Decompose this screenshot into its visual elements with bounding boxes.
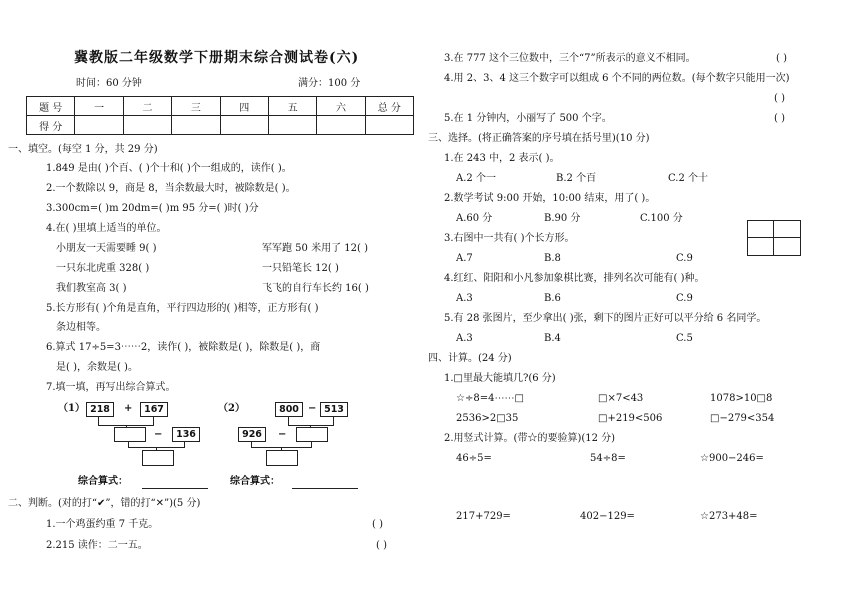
sec3-question-1: 1.在 243 中，2 表示( )。: [444, 153, 560, 164]
fill-in-item: □+219<506: [598, 413, 663, 424]
sec3-question-4: 4.红红、阳阳和小凡参加象棋比赛，排列名次可能有( )种。: [444, 273, 705, 284]
connector-line: [333, 417, 334, 425]
score-input-cell[interactable]: [317, 116, 365, 135]
option-a[interactable]: A.3: [456, 293, 473, 304]
q7-part1-number-b: 167: [140, 402, 168, 417]
q7-part2-number-b: 513: [320, 402, 348, 417]
score-table-cell: 得 分: [27, 116, 75, 135]
score-table-cell: 总 分: [365, 97, 413, 116]
q7-part1-number-c: 136: [172, 427, 200, 442]
score-table-cell: 题 号: [27, 97, 75, 116]
fill-in-item: □−279<354: [710, 413, 775, 424]
section-2-title: 二、判断。(对的打“✔”，错的打“✕”)(5 分): [8, 498, 201, 509]
answer-line[interactable]: [292, 488, 358, 489]
exam-time: 时间：60 分钟: [76, 78, 142, 89]
vertical-calc-item: 217+729=: [456, 511, 511, 522]
option-b[interactable]: B.4: [544, 333, 561, 344]
rectangle-figure: [747, 220, 801, 256]
vertical-calc-item: 46÷5=: [456, 453, 492, 464]
sec1-question-6-cont: 是( )，余数是( )。: [56, 362, 138, 373]
answer-box[interactable]: [142, 450, 174, 466]
figure-vertical-line: [773, 220, 774, 255]
minus-sign: −: [308, 403, 317, 414]
q7-part2-number-c: 926: [238, 427, 266, 442]
score-table-cell: 六: [317, 97, 365, 116]
sec4-question-2: 2.用竖式计算。(带☆的要验算)(12 分): [444, 433, 616, 444]
sec1-question-2: 2.一个数除以 9，商是 8，当余数最大时，被除数是( )。: [46, 183, 296, 194]
option-b[interactable]: B.90 分: [544, 213, 581, 224]
score-table: [26, 96, 414, 135]
minus-sign: −: [154, 429, 163, 440]
answer-box[interactable]: [266, 450, 298, 466]
combined-formula-label-1: 综合算式：: [78, 476, 128, 487]
sec1-question-5-cont: 条边相等。: [56, 322, 106, 333]
combined-formula-label-2: 综合算式：: [230, 476, 280, 487]
option-c[interactable]: C.9: [676, 293, 693, 304]
option-a[interactable]: A.7: [456, 253, 473, 264]
sec2-question-1: 1.一个鸡蛋约重 7 千克。: [46, 519, 159, 530]
answer-paren[interactable]: ( ): [774, 93, 785, 104]
q7-part2-label: （2）: [218, 403, 245, 414]
option-c[interactable]: C.5: [676, 333, 693, 344]
sec1-q4-item: 一只东北虎重 328( ): [56, 263, 150, 274]
option-c[interactable]: C.9: [676, 253, 693, 264]
score-input-cell[interactable]: [75, 116, 123, 135]
score-table-cell: 四: [220, 97, 268, 116]
score-table-cell: 五: [268, 97, 316, 116]
answer-line[interactable]: [142, 488, 208, 489]
vertical-calc-item: 402−129=: [580, 511, 635, 522]
option-c[interactable]: C.100 分: [640, 213, 683, 224]
option-b[interactable]: B.6: [544, 293, 561, 304]
minus-sign: −: [278, 429, 287, 440]
sec3-question-3: 3.右图中一共有( )个长方形。: [444, 233, 575, 244]
connector-line: [153, 417, 154, 425]
option-b[interactable]: B.8: [544, 253, 561, 264]
vertical-calc-item: 54÷8=: [590, 453, 626, 464]
connector-line: [288, 425, 334, 426]
sec3-question-5: 5.有 28 张图片，至少拿出( )张，剩下的图片正好可以平分给 6 名同学。: [444, 313, 767, 324]
exam-full-score: 满分：100 分: [298, 78, 361, 89]
section-1-title: 一、填空。(每空 1 分，共 29 分): [8, 144, 158, 155]
fill-in-item: ☆÷8=4⋯⋯□: [456, 393, 524, 404]
score-input-cell[interactable]: [365, 116, 413, 135]
section-4-title: 四、计算。(24 分): [428, 353, 512, 364]
sec1-q4-item: 飞飞的自行车长约 16( ): [262, 283, 369, 294]
sec2-question-5: 5.在 1 分钟内，小丽写了 500 个字。: [444, 113, 612, 124]
option-a[interactable]: A.60 分: [456, 213, 493, 224]
score-table-cell: 三: [172, 97, 220, 116]
answer-paren[interactable]: ( ): [376, 540, 387, 551]
score-input-cell[interactable]: [123, 116, 171, 135]
sec1-question-3: 3.300cm=( )m 20dm=( )m 95 分=( )时( )分: [46, 203, 259, 214]
score-table-cell: 二: [123, 97, 171, 116]
section-3-title: 三、选择。(将正确答案的序号填在括号里)(10 分): [428, 133, 650, 144]
score-table-cell: 一: [75, 97, 123, 116]
fill-in-item: 1078>10□8: [710, 393, 773, 404]
sec1-question-1: 1.849 是由( )个百、( )个十和( )个一组成的，读作( )。: [46, 163, 292, 174]
option-b[interactable]: B.2 个百: [556, 173, 597, 184]
connector-line: [288, 417, 289, 425]
q7-part2-number-a: 800: [275, 402, 303, 417]
score-input-cell[interactable]: [172, 116, 220, 135]
sec2-question-4: 4.用 2、3、4 这三个数字可以组成 6 个不同的两位数。(每个数字只能用一次): [444, 73, 790, 84]
figure-horizontal-line: [747, 237, 801, 238]
vertical-calc-item: ☆900−246=: [700, 453, 764, 464]
sec1-q4-item: 小朋友一天需要睡 9( ): [56, 243, 157, 254]
page-title: 冀教版二年级数学下册期末综合测试卷(六): [74, 50, 360, 66]
option-a[interactable]: A.2 个一: [456, 173, 496, 184]
q7-part1-number-a: 218: [86, 402, 114, 417]
option-c[interactable]: C.2 个十: [668, 173, 709, 184]
vertical-calc-item: ☆273+48=: [700, 511, 758, 522]
sec2-question-2: 2.215 读作：二一五。: [46, 540, 148, 551]
fill-in-item: □×7<43: [598, 393, 644, 404]
answer-paren[interactable]: ( ): [776, 53, 787, 64]
answer-box[interactable]: [114, 427, 146, 442]
sec1-question-7: 7.填一填，再写出综合算式。: [46, 382, 176, 393]
score-input-cell[interactable]: [220, 116, 268, 135]
score-table-score-row: [27, 116, 414, 135]
score-table-header-row: [27, 97, 414, 116]
score-input-cell[interactable]: [268, 116, 316, 135]
q7-part1-label: （1）: [58, 403, 85, 414]
sec1-question-6: 6.算式 17÷5=3⋯⋯2，读作( )，被除数是( )，除数是( )，商: [46, 342, 321, 353]
answer-box[interactable]: [296, 427, 328, 442]
answer-paren[interactable]: ( ): [372, 519, 383, 530]
sec4-question-1: 1.□里最大能填几?(6 分): [444, 373, 556, 384]
sec1-question-4: 4.在( )里填上适当的单位。: [46, 223, 167, 234]
sec2-question-3: 3.在 777 这个三位数中，三个“7”所表示的意义不相同。: [444, 53, 696, 64]
sec1-q4-item: 我们教室高 3( ): [56, 283, 127, 294]
sec1-q4-item: 军军跑 50 米用了 12( ): [262, 243, 368, 254]
sec3-question-2: 2.数学考试 9:00 开始，10:00 结束，用了( )。: [444, 193, 656, 204]
fill-in-item: 2536>2□35: [456, 413, 519, 424]
sec1-question-5: 5.长方形有( )个角是直角，平行四边形的( )相等，正方形有( ): [46, 303, 319, 314]
option-a[interactable]: A.3: [456, 333, 473, 344]
connector-line: [98, 417, 99, 425]
sec1-q4-item: 一只铅笔长 12( ): [262, 263, 339, 274]
answer-paren[interactable]: ( ): [774, 113, 785, 124]
plus-sign: +: [124, 403, 133, 414]
